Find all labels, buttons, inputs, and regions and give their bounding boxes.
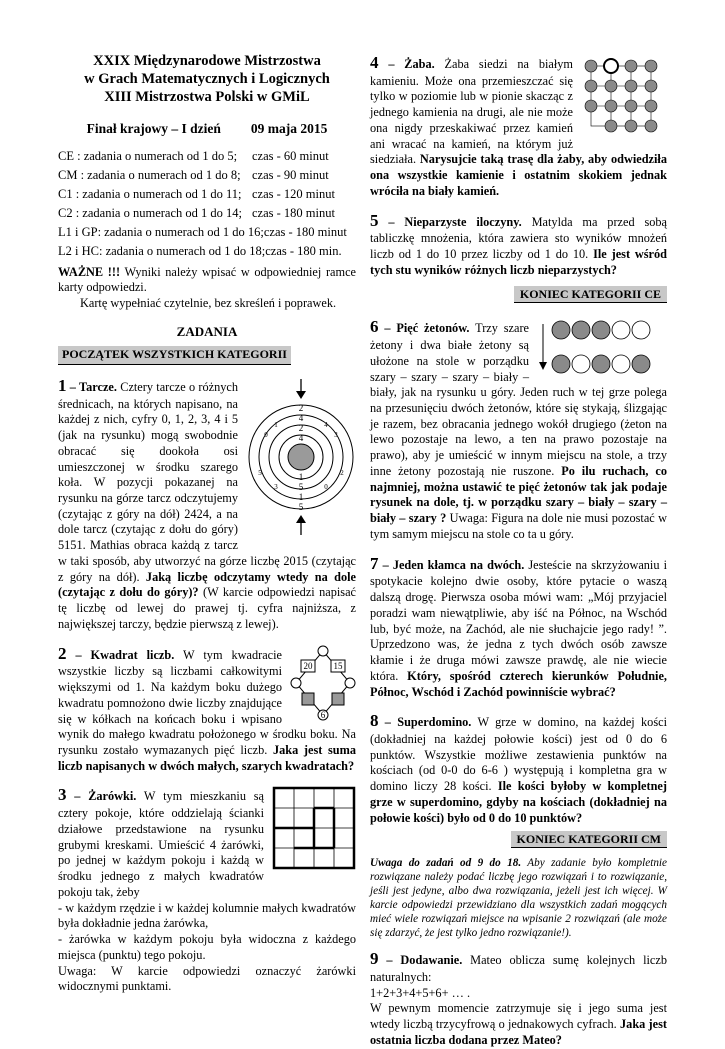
task-number: 2 xyxy=(58,643,67,663)
task-9-text xyxy=(370,948,667,985)
svg-text:1: 1 xyxy=(274,420,278,429)
right-column xyxy=(370,52,667,1049)
task-body: Cztery tarcze o różnych średnicach, na których napisano, na każdej z nich, cyfry 0, 1, 2, 3, 4 i 5 (jak na rysunku) mogą swobodnie obracać się dookoła osi umieszczonej w środku szarego koła. W pozycji pokazanej na rysunku na górze tarcz odczytujemy (czytając z góry na dół) 2424, a na dole tarcz (czytając z dołu do góry) 5151. Mathias obraca każdą z tarcz w taki sposób, aby utworzyć na górze liczbę 2015 (czytając z góry na dół). xyxy=(58,379,356,584)
rule-time: czas - 180 minut xyxy=(252,205,335,220)
square-value: 15 xyxy=(333,660,343,671)
task-7-text xyxy=(370,553,667,701)
banner-end-cm xyxy=(370,832,667,848)
task-question: Który, spośród czterech kierunków Południe, Północ, Wschód i Zachód powinniście wybrać? xyxy=(370,668,667,699)
task-6 xyxy=(370,316,667,542)
task-4 xyxy=(370,52,667,200)
task-number: 8 xyxy=(370,711,379,731)
task-body: W grze w domino, na każdej kości (dokładniej na każdej połowie kości) jest od 0 do 6 punktów. Wszystkie możliwe zestawienia punktów na kościach (od 0-0 do 6-6 ) występują i kompletna gra w domino liczy 28 kości. xyxy=(370,715,667,794)
rule-time: czas - 60 minut xyxy=(252,148,329,163)
targets-figure xyxy=(246,377,356,537)
rule-range: C1 : zadania o numerach od 1 do 11; xyxy=(58,186,242,201)
rule-row xyxy=(58,243,356,259)
task-name: – Dodawanie. xyxy=(378,953,463,968)
task-3 xyxy=(58,784,356,995)
svg-text:0: 0 xyxy=(324,482,328,491)
banner-end-ce-label: KONIEC KATEGORII CE xyxy=(514,286,667,303)
task-number: 3 xyxy=(58,785,67,805)
svg-text:3: 3 xyxy=(274,482,278,491)
note-text: Aby zadanie było kompletnie rozwiązane należy podać liczbę jego rozwiązań i to rozwiązanie, jeśli jest jedyne, albo dwa rozwiązania, jeżeli jest ich więcej. W karcie odpowiedzi przewidziano dla wszystkich zadań mogących mieć wiele rozwiązań miejsce na wpisanie 2 rozwiązań (ale może się zdarzyć, że jest tylko jedno rozwiązanie!). xyxy=(370,857,667,940)
lightbulbs-grid-figure xyxy=(272,786,356,870)
task-name: – Pięć żetonów. xyxy=(378,321,470,336)
task-8 xyxy=(370,710,667,826)
task-body: W tym mieszkaniu są cztery pokoje, które oddzielają ścianki działowe przedstawione na rysunku grubymi kreskami. Umieścić 4 żarówki, po jednej w każdym pokoju i każdą w środku jednego z małych kwadratów pokoju tak, żeby xyxy=(58,789,265,899)
task-question: Jaka jest ostatnia liczba dodana przez Mateo? xyxy=(370,1017,667,1047)
final-line xyxy=(58,120,356,137)
bottom-digit: 1 xyxy=(298,471,304,482)
task-name: – Jeden kłamca na dwóch. xyxy=(378,557,525,572)
circle-value: 6 xyxy=(320,709,326,720)
task-2 xyxy=(58,643,356,775)
task-number: 1 xyxy=(58,375,67,395)
square-value: 20 xyxy=(303,660,313,671)
task-question: Po ilu ruchach, co najmniej, można ustawić te pięć żetonów tak jak podaje rysunek na dole, tj. w porządku szary – biały – szary – biały – szary ? xyxy=(370,463,667,526)
task-question: Narysujcie taką trasę dla żaby, aby odwiedziła ona wszystkie kamienie i ostatnim skokiem jednak wróciła na biały kamień. xyxy=(370,152,667,198)
task-number: 4 xyxy=(370,53,379,72)
task-5 xyxy=(370,210,667,279)
task-number: 7 xyxy=(370,553,379,573)
important-text: Wyniki należy wpisać w odpowiedniej ramce karty odpowiedzi. xyxy=(58,264,356,295)
rule-row xyxy=(58,205,356,221)
title-line-1: XXIX Międzynarodowe Mistrzostwa xyxy=(93,53,321,69)
task-name: – Tarcze. xyxy=(66,379,117,394)
task-7 xyxy=(370,553,667,701)
task-question: Jaka jest suma liczb napisanych w dwóch małych, szarych kwadratach? xyxy=(58,743,356,773)
final-date: 09 maja 2015 xyxy=(250,121,328,137)
task-name: – Superdomino. xyxy=(378,715,472,730)
banner-all-categories: POCZĄTEK WSZYSTKICH KATEGORII xyxy=(58,346,291,364)
banner-end-cm-label: KONIEC KATEGORII CM xyxy=(511,831,667,848)
bottom-digit: 1 xyxy=(298,491,304,502)
task-name: – Kwadrat liczb. xyxy=(66,647,175,662)
rule-range: CE : zadania o numerach od 1 do 5; xyxy=(58,148,238,163)
top-digit: 2 xyxy=(298,402,304,413)
svg-text:0: 0 xyxy=(264,430,268,439)
task-5-text xyxy=(370,210,667,279)
task-body: Matylda ma przed sobą tabliczkę mnożenia, która zawiera sto wyników mnożeń liczb od 1 do 10 przez liczby od 1 do 10. xyxy=(370,214,667,262)
task-body: Żaba siedzi na białym kamieniu. Może ona przemieszczać się tylko w poziomie lub w pionie skacząc z jednego kamienia na drugi, ale nie może ona nigdy przeskakiwać przez kamień ani wracać na kamień, na którym już siedziała. xyxy=(370,57,573,167)
rule-row xyxy=(58,224,356,240)
task-tail: Uwaga: Figura na dole nie musi pozostać w tym samym miejscu na stole co ta u góry. xyxy=(370,511,667,541)
task-question: Ile jest wśród tych stu wyników różnych liczb nieparzystych? xyxy=(370,247,668,277)
task-9-sum: 1+2+3+4+5+6+ … . xyxy=(370,985,471,1000)
rule-row xyxy=(58,167,356,183)
bottom-digit: 5 xyxy=(298,501,304,512)
task-3-condition-2: - żarówka w każdym pokoju była widoczna z każdego miejsca (punktu) tego pokoju. xyxy=(58,932,356,962)
task-body: Mateo oblicza sumę kolejnych liczb naturalnych: xyxy=(370,953,667,984)
task-body: Jesteście na skrzyżowaniu i spotykacie kolejno dwie osoby, które pytacie o waszą dalszą drogę. Pierwsza osoba mówi wam: „Mój przyjaciel poradzi wam niewątpliwie, aby iść na Północ, na Wschód lub, być może, na Zachód, ale nie słuchajcie jego rady! ”. Uprzedzono was, że jedna z tych dwóch osób zawsze kłamie i że druga mówi zawsze prawdę, ale nie wiecie która. xyxy=(370,557,667,683)
top-digit: 4 xyxy=(298,412,304,423)
note-label: Uwaga do zadań od 9 do 18. xyxy=(370,857,522,870)
task-tail: (W karcie odpowiedzi napisać tę liczbę od lewej do prawej tj. cyfra najniższa, z największej tarczy, będzie pierwszą z lewej). xyxy=(58,585,356,631)
top-digit: 4 xyxy=(298,432,304,443)
task-3-condition-1: - w każdym rzędzie i w każdej kolumnie małych kwadratów była dokładnie jedna żarówka, xyxy=(58,900,356,931)
title-line-3: XIII Mistrzostwa Polski w GMiL xyxy=(104,89,310,106)
rule-range: L1 i GP: zadania o numerach od 1 do 16; xyxy=(58,224,264,239)
task-question: Ile kości byłoby w kompletnej grze w superdomino, gdyby na kościach (dokładniej na połowie kości) było od 0 do 10 punktów? xyxy=(370,779,667,825)
task-8-text xyxy=(370,710,667,826)
rules-list xyxy=(58,148,356,259)
task-9 xyxy=(370,948,667,1048)
task-number: 6 xyxy=(370,317,379,337)
task-3-note: Uwaga: W karcie odpowiedzi oznaczyć żarówki widocznymi punktami. xyxy=(58,963,356,994)
number-square-figure xyxy=(290,645,356,723)
task-1 xyxy=(58,375,356,633)
svg-text:3: 3 xyxy=(334,430,338,439)
frog-stones-figure xyxy=(581,54,667,146)
svg-text:4: 4 xyxy=(324,420,328,429)
task-name: – Żarówki. xyxy=(66,789,137,804)
final-label: Finał krajowy – I dzień xyxy=(86,121,221,137)
rule-time: czas - 90 minut xyxy=(252,167,329,182)
important-note xyxy=(58,265,356,296)
rule-range: CM : zadania o numerach od 1 do 8; xyxy=(58,167,241,182)
rule-row xyxy=(58,148,356,164)
task-name: – Żaba. xyxy=(378,57,435,71)
task-number: 9 xyxy=(370,949,379,969)
task-name: – Nieparzyste iloczyny. xyxy=(378,214,522,229)
svg-text:2: 2 xyxy=(340,468,344,477)
task-question: Jaką liczbę odczytamy wtedy na dole (czytając z dołu do góry)? xyxy=(58,569,356,600)
task-body: W pewnym momencie zatrzymuje się i jego suma jest wtedy liczbą trzycyfrową o jednakowych cyfrach. xyxy=(370,1001,667,1032)
task-number: 5 xyxy=(370,210,379,230)
title-line-2: w Grach Matematycznych i Logicznych xyxy=(84,71,330,88)
left-column xyxy=(58,52,356,995)
top-digit: 2 xyxy=(298,422,304,433)
rule-time: czas - 180 min. xyxy=(265,243,342,258)
task-body: W tym kwadracie wszystkie liczby są liczbami całkowitymi większymi od 1. Na każdym boku dużego kwadratu pomnożono dwie liczby znajdujące się w kółkach na końcach boku i wpisano wynik do małego kwadratu położonego w środku boku. Na rysunku zostało wymazanych pięć liczb. xyxy=(58,647,356,758)
rule-range: C2 : zadania o numerach od 1 do 14; xyxy=(58,205,242,220)
rule-time: czas - 120 minut xyxy=(252,186,335,201)
svg-text:5: 5 xyxy=(258,468,262,477)
important-label: WAŻNE !!! xyxy=(58,264,121,279)
bottom-digit: 5 xyxy=(298,481,304,492)
note-tasks-9-18 xyxy=(370,856,667,940)
tasks-title: ZADANIA xyxy=(176,323,238,339)
task-body: Trzy szare żetony i dwa białe żetony są ułożone na stole w porządku szary – szary – szary – biały – biały, jak na rysunku u góry. Jeden ruch w tej grze polega na przesunięciu dwóch żetonów, które się stykają, ślizgając je razem, bez obracania jednego wokół drugiego (żeton na lewo pozostaje na lewo, a ten na prawo pozostaje na prawo), aby je umieścić w innym miejscu na stole, a trzy inne żetony pozostają nie ruszone. xyxy=(370,321,667,478)
tokens-figure xyxy=(537,318,667,380)
important-note-2: Kartę wypełniać czytelnie, bez skreśleń i poprawek. xyxy=(80,296,337,311)
rule-range: L2 i HC: zadania o numerach od 1 do 18; xyxy=(58,243,266,258)
rule-time: czas - 180 minut xyxy=(263,224,347,239)
rule-row xyxy=(58,186,356,202)
banner-end-ce xyxy=(370,287,667,303)
task-9-text-2 xyxy=(370,1001,667,1048)
